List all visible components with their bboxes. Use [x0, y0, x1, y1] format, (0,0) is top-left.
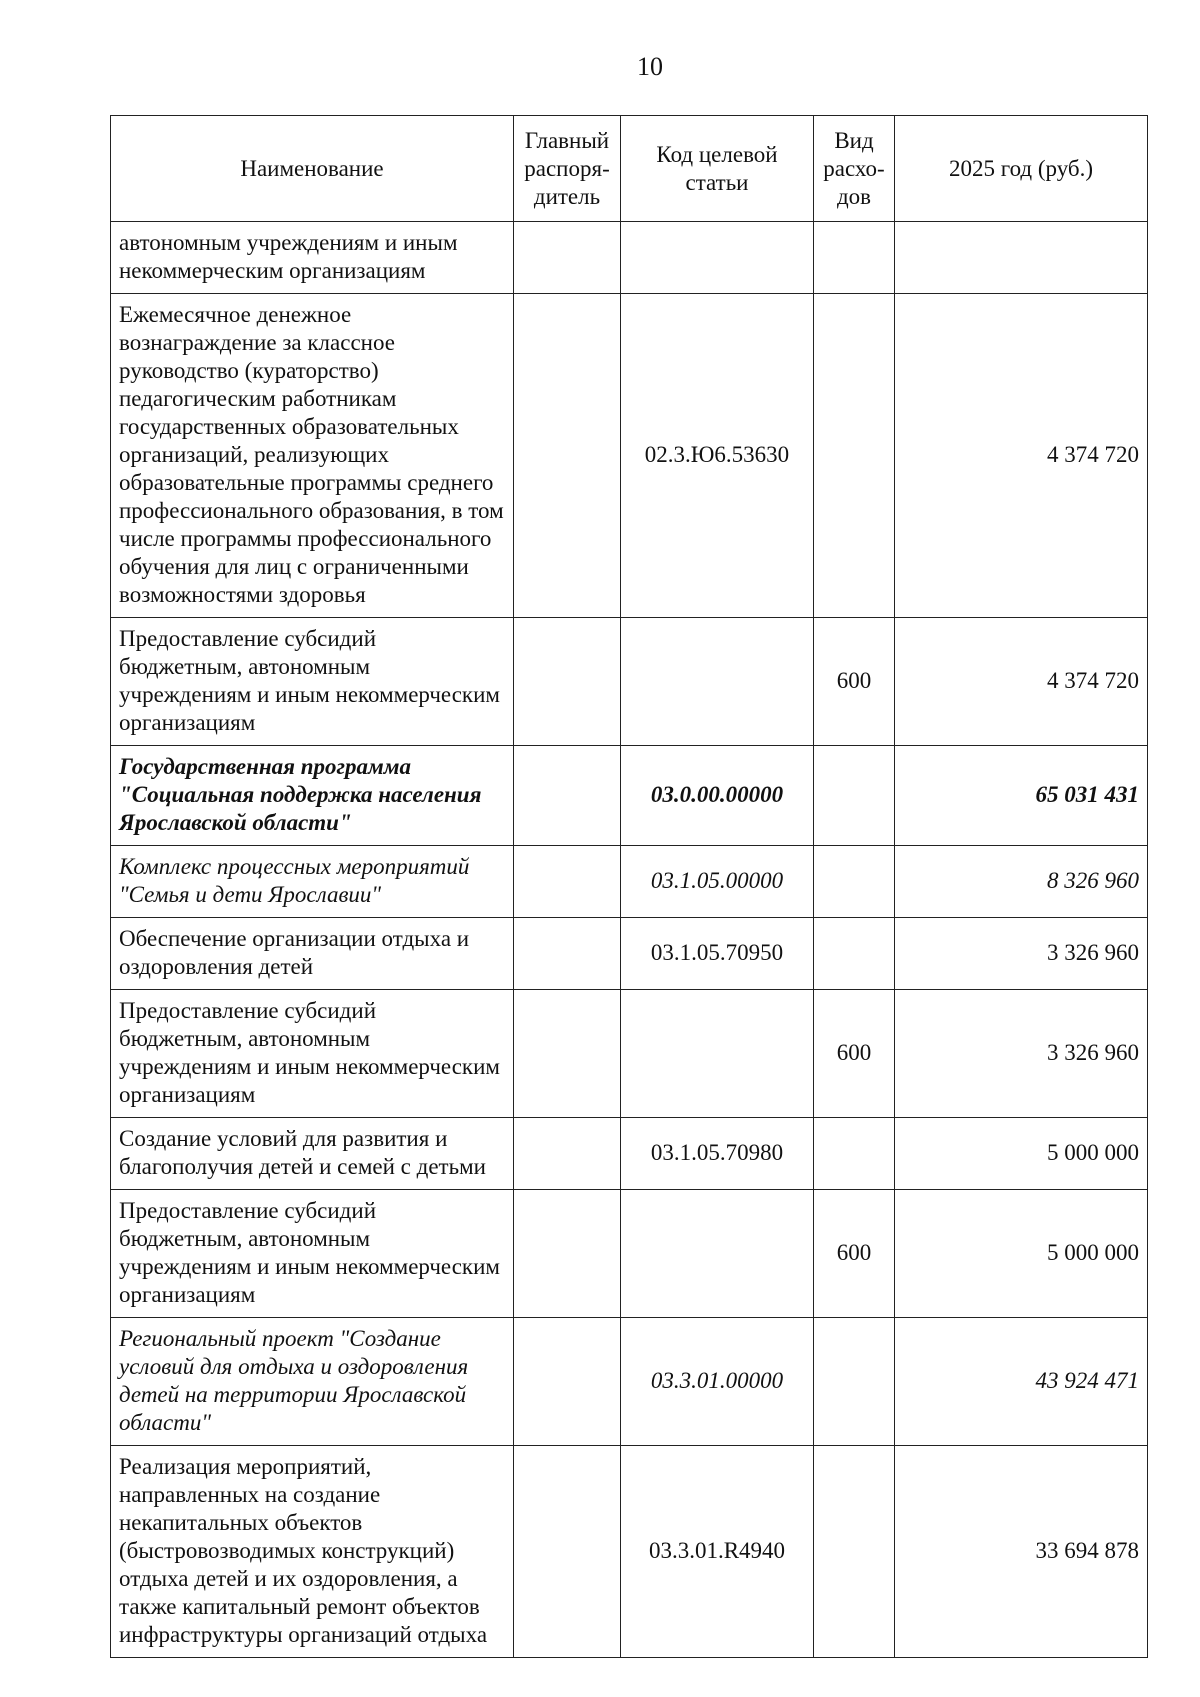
row-amount: 5 000 000: [895, 1190, 1148, 1318]
row-amount: 3 326 960: [895, 990, 1148, 1118]
row-type: [814, 294, 895, 618]
row-name: Создание условий для развития и благополучия детей и семей с детьми: [111, 1118, 514, 1190]
table-row: [111, 618, 1148, 746]
row-name: Предоставление субсидий бюджетным, автономным учреждениям и иным некоммерческим организациям: [111, 1190, 514, 1318]
row-type: [814, 846, 895, 918]
header-name: Наименование: [111, 116, 514, 222]
row-type: [814, 222, 895, 294]
table-row-regional-project: [111, 1318, 1148, 1446]
row-amount: 65 031 431: [895, 746, 1148, 846]
row-chief: [514, 918, 621, 990]
row-amount: 5 000 000: [895, 1118, 1148, 1190]
row-chief: [514, 990, 621, 1118]
header-chief-administrator: Главный распоря-дитель: [514, 116, 621, 222]
row-name: Обеспечение организации отдыха и оздоровления детей: [111, 918, 514, 990]
header-amount-2025: 2025 год (руб.): [895, 116, 1148, 222]
row-code: 03.0.00.00000: [621, 746, 814, 846]
row-type: [814, 1118, 895, 1190]
table-row: [111, 294, 1148, 618]
table-row: [111, 1446, 1148, 1658]
row-chief: [514, 222, 621, 294]
row-type: 600: [814, 990, 895, 1118]
row-type: [814, 1318, 895, 1446]
row-type: [814, 918, 895, 990]
row-chief: [514, 1318, 621, 1446]
header-expense-type: Вид расхо-дов: [814, 116, 895, 222]
row-chief: [514, 1118, 621, 1190]
row-chief: [514, 746, 621, 846]
row-code: [621, 1190, 814, 1318]
table-row: [111, 1190, 1148, 1318]
row-name: Государственная программа "Социальная поддержка населения Ярославской области": [111, 746, 514, 846]
table-row: [111, 222, 1148, 294]
row-code: 03.1.05.70980: [621, 1118, 814, 1190]
row-name: Предоставление субсидий бюджетным, автономным учреждениям и иным некоммерческим организациям: [111, 618, 514, 746]
row-code: 03.1.05.70950: [621, 918, 814, 990]
table-row: [111, 918, 1148, 990]
budget-table: [110, 115, 1148, 1658]
row-code: [621, 222, 814, 294]
row-amount: 33 694 878: [895, 1446, 1148, 1658]
table-row: [111, 1118, 1148, 1190]
row-chief: [514, 1446, 621, 1658]
row-amount: 4 374 720: [895, 294, 1148, 618]
row-amount: 8 326 960: [895, 846, 1148, 918]
row-type: 600: [814, 618, 895, 746]
table-row: [111, 990, 1148, 1118]
row-chief: [514, 294, 621, 618]
row-chief: [514, 618, 621, 746]
row-chief: [514, 1190, 621, 1318]
table-row-subprogram: [111, 846, 1148, 918]
page-number: 10: [637, 52, 663, 81]
row-name: Предоставление субсидий бюджетным, автономным учреждениям и иным некоммерческим организациям: [111, 990, 514, 1118]
row-name: Комплекс процессных мероприятий "Семья и дети Ярославии": [111, 846, 514, 918]
row-code: 03.3.01.00000: [621, 1318, 814, 1446]
row-code: 02.3.Ю6.53630: [621, 294, 814, 618]
row-amount: 4 374 720: [895, 618, 1148, 746]
row-chief: [514, 846, 621, 918]
row-code: [621, 618, 814, 746]
row-name: Реализация мероприятий, направленных на создание некапитальных объектов (быстровозводимых конструкций) отдыха детей и их оздоровления, а также капитальный ремонт объектов инфраструктуры организаций отдыха: [111, 1446, 514, 1658]
row-amount: 3 326 960: [895, 918, 1148, 990]
row-name: Ежемесячное денежное вознаграждение за классное руководство (кураторство) педагогическим работникам государственных образовательных организаций, реализующих образовательные программы среднего профессионального образования, в том числе программы профессионального обучения для лиц с ограниченными возможностями здоровья: [111, 294, 514, 618]
row-code: [621, 990, 814, 1118]
row-type: [814, 746, 895, 846]
header-target-code: Код целевой статьи: [621, 116, 814, 222]
row-amount: [895, 222, 1148, 294]
row-amount: 43 924 471: [895, 1318, 1148, 1446]
table-row-program: [111, 746, 1148, 846]
table-header-row: [111, 116, 1148, 222]
row-type: 600: [814, 1190, 895, 1318]
row-code: 03.3.01.R4940: [621, 1446, 814, 1658]
row-name: Региональный проект "Создание условий для отдыха и оздоровления детей на территории Ярославской области": [111, 1318, 514, 1446]
row-code: 03.1.05.00000: [621, 846, 814, 918]
row-name: автономным учреждениям и иным некоммерческим организациям: [111, 222, 514, 294]
row-type: [814, 1446, 895, 1658]
